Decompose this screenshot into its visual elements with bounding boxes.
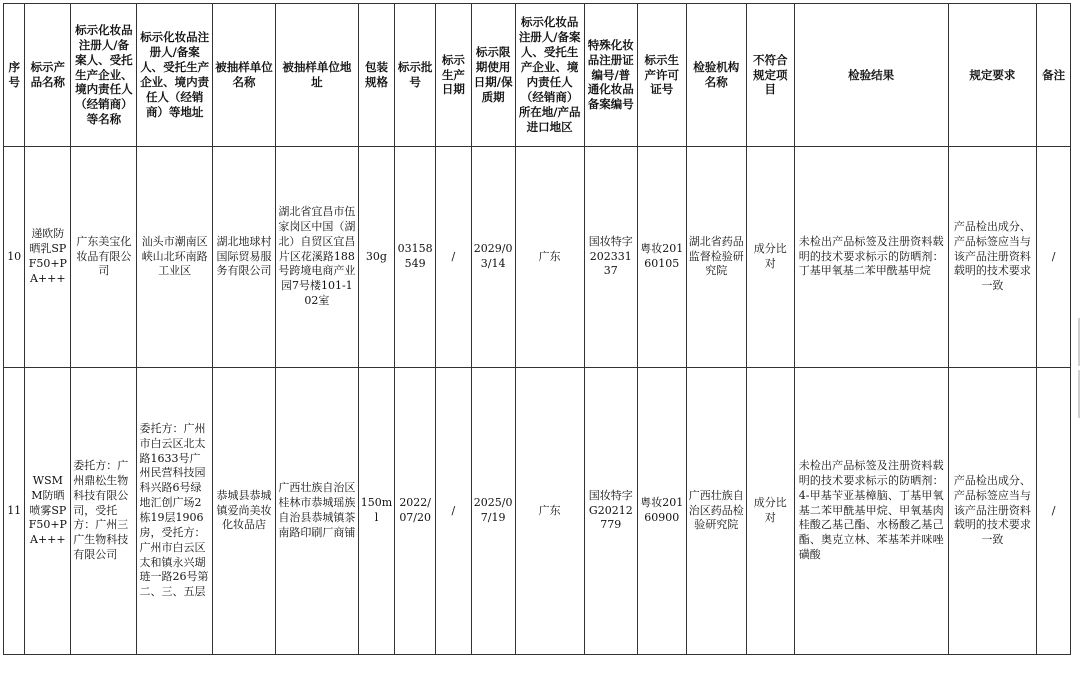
header-cell-batch: 标示批号	[395, 4, 436, 147]
header-cell-item: 不符合规定项目	[746, 4, 794, 147]
cell-address: 汕头市潮南区峡山北环南路工业区	[137, 147, 212, 368]
header-cell-sampled-address: 被抽样单位地址	[276, 4, 359, 147]
cell-requirement: 产品检出成分、产品标签应当与该产品注册资料载明的技术要求一致	[948, 147, 1037, 368]
cell-expiry: 2029/03/14	[471, 147, 515, 368]
header-cell-company: 标示化妆品注册人/备案人、受托生产企业、境内责任人（经销商）等名称	[71, 4, 137, 147]
cell-note: /	[1037, 368, 1071, 655]
cell-license: 粤妆20160900	[637, 368, 686, 655]
cell-region: 广东	[515, 368, 584, 655]
cell-sampled-address: 广西壮族自治区桂林市恭城瑶族自治县恭城镇茶南路印刷厂商铺	[276, 368, 359, 655]
cell-spec: 150ml	[358, 368, 395, 655]
cell-company: 广东美宝化妆品有限公司	[71, 147, 137, 368]
header-cell-seq: 序号	[4, 4, 25, 147]
table-header-row	[4, 4, 1071, 147]
cell-address: 委托方：广州市白云区北太路1633号广州民营科技园科兴路6号绿地汇创广场2栋19层1906房，受托方：广州市白云区太和镇永兴瑚琏一路26号第二、三、五层	[137, 368, 212, 655]
cell-company: 委托方：广州鼎松生物科技有限公司，受托方：广州三广生物科技有限公司	[71, 368, 137, 655]
cell-product: 递欧防晒乳SPF50+PA+++	[25, 147, 71, 368]
cell-product: WSMM防晒喷雾SPF50+PA+++	[25, 368, 71, 655]
cell-seq: 10	[4, 147, 25, 368]
header-cell-prod-date: 标示生产日期	[436, 4, 472, 147]
cell-prod-date: /	[436, 147, 472, 368]
cell-prod-date: /	[436, 368, 472, 655]
header-cell-requirement: 规定要求	[948, 4, 1037, 147]
cell-batch: 2022/07/20	[395, 368, 436, 655]
header-cell-lab: 检验机构名称	[686, 4, 746, 147]
header-cell-address: 标示化妆品注册人/备案人、受托生产企业、境内责任人（经销商）等地址	[137, 4, 212, 147]
cell-note: /	[1037, 147, 1071, 368]
header-cell-sampled-unit: 被抽样单位名称	[212, 4, 275, 147]
header-cell-reg-no: 特殊化妆品注册证编号/普通化妆品备案编号	[584, 4, 637, 147]
header-cell-region: 标示化妆品注册人/备案人、受托生产企业、境内责任人（经销商）所在地/产品进口地区	[515, 4, 584, 147]
header-cell-note: 备注	[1037, 4, 1071, 147]
cell-expiry: 2025/07/19	[471, 368, 515, 655]
cell-result: 未检出产品标签及注册资料载明的技术要求标示的防晒剂：4-甲基苄亚基樟脑、丁基甲氧基二苯甲酰基甲烷、甲氧基肉桂酸乙基己酯、水杨酸乙基己酯、奥克立林、苯基苯并咪唑磺酸	[794, 368, 948, 655]
cell-requirement: 产品检出成分、产品标签应当与该产品注册资料载明的技术要求一致	[948, 368, 1037, 655]
table-row	[4, 368, 1071, 655]
cell-sampled-address: 湖北省宜昌市伍家岗区中国（湖北）自贸区宜昌片区花溪路188号跨境电商产业园7号楼101-102室	[276, 147, 359, 368]
cell-lab: 广西壮族自治区药品检验研究院	[686, 368, 746, 655]
header-cell-license: 标示生产许可证号	[637, 4, 686, 147]
table-row	[4, 147, 1071, 368]
header-cell-product: 标示产品名称	[25, 4, 71, 147]
header-cell-spec: 包装规格	[358, 4, 395, 147]
cell-result: 未检出产品标签及注册资料载明的技术要求标示的防晒剂：丁基甲氧基二苯甲酰基甲烷	[794, 147, 948, 368]
cell-item: 成分比对	[746, 368, 794, 655]
inspection-results-table	[3, 3, 1071, 655]
cell-reg-no: 国妆特字20233137	[584, 147, 637, 368]
cell-sampled-unit: 湖北地球村国际贸易服务有限公司	[212, 147, 275, 368]
cell-item: 成分比对	[746, 147, 794, 368]
header-cell-expiry: 标示限期使用日期/保质期	[471, 4, 515, 147]
cell-seq: 11	[4, 368, 25, 655]
cell-batch: 03158549	[395, 147, 436, 368]
cell-region: 广东	[515, 147, 584, 368]
cell-lab: 湖北省药品监督检验研究院	[686, 147, 746, 368]
cell-spec: 30g	[358, 147, 395, 368]
header-cell-result: 检验结果	[794, 4, 948, 147]
cell-sampled-unit: 恭城县恭城镇爱尚美妆化妆品店	[212, 368, 275, 655]
cell-reg-no: 国妆特字G20212779	[584, 368, 637, 655]
cell-license: 粤妆20160105	[637, 147, 686, 368]
